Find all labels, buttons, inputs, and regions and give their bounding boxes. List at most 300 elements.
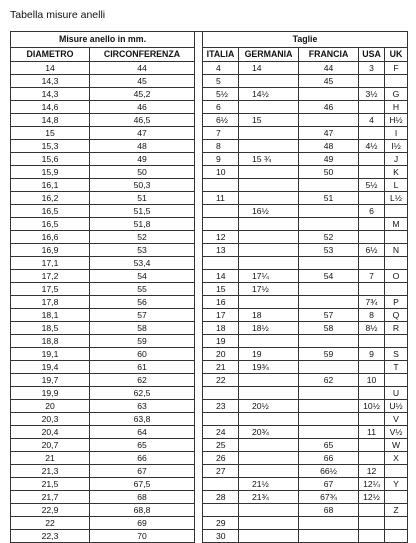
column-gap: [195, 231, 203, 244]
cell-circonferenza: 45,2: [90, 88, 195, 101]
table-row: [11, 517, 408, 530]
cell-germania: [239, 192, 299, 205]
cell-uk: P: [385, 296, 408, 309]
column-gap: [195, 296, 203, 309]
cell-uk: [385, 283, 408, 296]
cell-germania: [239, 75, 299, 88]
cell-uk: N: [385, 244, 408, 257]
cell-usa: 6½: [359, 244, 385, 257]
cell-uk: [385, 335, 408, 348]
cell-germania: [239, 244, 299, 257]
cell-usa: 11: [359, 426, 385, 439]
cell-uk: U: [385, 387, 408, 400]
table-row: [11, 348, 408, 361]
column-gap: [195, 62, 203, 75]
cell-italia: 27: [203, 465, 239, 478]
cell-circonferenza: 53,4: [90, 257, 195, 270]
cell-usa: 10½: [359, 400, 385, 413]
column-gap: [195, 114, 203, 127]
cell-italia: 18: [203, 322, 239, 335]
cell-germania: [239, 218, 299, 231]
cell-diametro: 16,6: [11, 231, 90, 244]
cell-uk: Y: [385, 478, 408, 491]
cell-italia: 10: [203, 166, 239, 179]
cell-uk: L: [385, 179, 408, 192]
cell-uk: F: [385, 62, 408, 75]
cell-uk: H½: [385, 114, 408, 127]
cell-italia: 4: [203, 62, 239, 75]
cell-circonferenza: 51: [90, 192, 195, 205]
cell-circonferenza: 62,5: [90, 387, 195, 400]
column-gap: [195, 400, 203, 413]
column-gap: [195, 101, 203, 114]
cell-diametro: 20,7: [11, 439, 90, 452]
column-gap: [195, 244, 203, 257]
cell-circonferenza: 63,8: [90, 413, 195, 426]
col-header-germania: GERMANIA: [239, 48, 299, 62]
cell-circonferenza: 60: [90, 348, 195, 361]
table-row: [11, 465, 408, 478]
cell-uk: [385, 530, 408, 543]
cell-francia: 46: [299, 101, 359, 114]
cell-usa: [359, 530, 385, 543]
cell-usa: [359, 127, 385, 140]
cell-usa: [359, 192, 385, 205]
cell-usa: 4: [359, 114, 385, 127]
cell-francia: 50: [299, 166, 359, 179]
cell-usa: [359, 413, 385, 426]
cell-italia: [203, 205, 239, 218]
cell-germania: [239, 296, 299, 309]
cell-diametro: 15: [11, 127, 90, 140]
cell-francia: 62: [299, 374, 359, 387]
cell-italia: 17: [203, 309, 239, 322]
cell-germania: [239, 439, 299, 452]
cell-germania: 16½: [239, 205, 299, 218]
size-table-body: [11, 62, 408, 543]
table-row: [11, 491, 408, 504]
cell-uk: Z: [385, 504, 408, 517]
cell-uk: V½: [385, 426, 408, 439]
cell-italia: 5: [203, 75, 239, 88]
column-gap: [195, 413, 203, 426]
column-gap: [195, 348, 203, 361]
cell-francia: [299, 335, 359, 348]
cell-germania: 20¾: [239, 426, 299, 439]
cell-francia: [299, 218, 359, 231]
cell-germania: [239, 140, 299, 153]
header-sizes: Taglie: [203, 32, 408, 48]
cell-germania: 20½: [239, 400, 299, 413]
cell-francia: [299, 400, 359, 413]
cell-germania: 14: [239, 62, 299, 75]
cell-germania: [239, 166, 299, 179]
column-gap: [195, 75, 203, 88]
table-row: [11, 478, 408, 491]
table-row: [11, 257, 408, 270]
cell-diametro: 15,9: [11, 166, 90, 179]
cell-francia: [299, 205, 359, 218]
cell-germania: [239, 504, 299, 517]
cell-germania: 19¾: [239, 361, 299, 374]
column-gap: [195, 465, 203, 478]
column-gap: [195, 504, 203, 517]
table-row: [11, 101, 408, 114]
cell-diametro: 16,1: [11, 179, 90, 192]
cell-usa: [359, 101, 385, 114]
cell-usa: [359, 231, 385, 244]
cell-uk: [385, 491, 408, 504]
cell-circonferenza: 56: [90, 296, 195, 309]
cell-diametro: 22,3: [11, 530, 90, 543]
cell-uk: M: [385, 218, 408, 231]
cell-francia: 45: [299, 75, 359, 88]
cell-diametro: 22: [11, 517, 90, 530]
cell-uk: [385, 231, 408, 244]
cell-circonferenza: 46: [90, 101, 195, 114]
table-row: [11, 179, 408, 192]
table-row: [11, 244, 408, 257]
cell-circonferenza: 69: [90, 517, 195, 530]
cell-italia: 26: [203, 452, 239, 465]
cell-francia: [299, 387, 359, 400]
cell-diametro: 14,8: [11, 114, 90, 127]
col-header-usa: USA: [359, 48, 385, 62]
cell-diametro: 14,6: [11, 101, 90, 114]
cell-germania: 15: [239, 114, 299, 127]
column-gap: [195, 270, 203, 283]
table-row: [11, 140, 408, 153]
table-row: [11, 218, 408, 231]
column-gap: [195, 335, 203, 348]
cell-germania: [239, 179, 299, 192]
table-row: [11, 75, 408, 88]
cell-uk: G: [385, 88, 408, 101]
cell-uk: [385, 374, 408, 387]
cell-uk: I½: [385, 140, 408, 153]
cell-italia: 15: [203, 283, 239, 296]
cell-circonferenza: 54: [90, 270, 195, 283]
cell-diametro: 17,8: [11, 296, 90, 309]
cell-uk: [385, 517, 408, 530]
column-gap: [195, 179, 203, 192]
cell-usa: [359, 283, 385, 296]
cell-usa: [359, 439, 385, 452]
col-header-uk: UK: [385, 48, 408, 62]
cell-usa: 7¾: [359, 296, 385, 309]
table-row: [11, 205, 408, 218]
cell-francia: 48: [299, 140, 359, 153]
column-gap: [195, 140, 203, 153]
cell-circonferenza: 52: [90, 231, 195, 244]
cell-italia: [203, 478, 239, 491]
cell-italia: 8: [203, 140, 239, 153]
cell-italia: [203, 179, 239, 192]
column-gap: [195, 218, 203, 231]
column-gap: [195, 127, 203, 140]
header-group-row: [11, 32, 408, 48]
page-title: Tabella misure anelli: [10, 9, 106, 21]
cell-usa: [359, 75, 385, 88]
cell-italia: 11: [203, 192, 239, 205]
cell-uk: V: [385, 413, 408, 426]
cell-francia: [299, 296, 359, 309]
cell-circonferenza: 68,8: [90, 504, 195, 517]
cell-diametro: 15,6: [11, 153, 90, 166]
cell-diametro: 14,3: [11, 88, 90, 101]
column-gap: [195, 88, 203, 101]
cell-diametro: 19,9: [11, 387, 90, 400]
cell-germania: 18: [239, 309, 299, 322]
cell-usa: 12¼: [359, 478, 385, 491]
table-row: [11, 88, 408, 101]
cell-germania: 17¼: [239, 270, 299, 283]
cell-diametro: 18,5: [11, 322, 90, 335]
table-row: [11, 153, 408, 166]
table-row: [11, 400, 408, 413]
table-row: [11, 530, 408, 543]
column-gap: [195, 530, 203, 543]
cell-francia: 49: [299, 153, 359, 166]
cell-circonferenza: 64: [90, 426, 195, 439]
cell-circonferenza: 61: [90, 361, 195, 374]
cell-diametro: 19,1: [11, 348, 90, 361]
cell-usa: [359, 257, 385, 270]
cell-usa: [359, 387, 385, 400]
column-gap: [195, 361, 203, 374]
column-gap: [195, 374, 203, 387]
cell-francia: [299, 530, 359, 543]
column-gap: [195, 452, 203, 465]
cell-circonferenza: 46,5: [90, 114, 195, 127]
cell-circonferenza: 51,8: [90, 218, 195, 231]
cell-germania: [239, 465, 299, 478]
column-gap: [195, 153, 203, 166]
cell-italia: 14: [203, 270, 239, 283]
column-gap: [195, 426, 203, 439]
cell-diametro: 17,5: [11, 283, 90, 296]
cell-francia: 66½: [299, 465, 359, 478]
table-row: [11, 335, 408, 348]
cell-francia: 59: [299, 348, 359, 361]
cell-uk: L½: [385, 192, 408, 205]
column-gap: [195, 387, 203, 400]
cell-francia: 65: [299, 439, 359, 452]
cell-italia: 5½: [203, 88, 239, 101]
cell-francia: [299, 283, 359, 296]
table-row: [11, 166, 408, 179]
column-gap: [195, 283, 203, 296]
cell-usa: [359, 361, 385, 374]
cell-germania: [239, 517, 299, 530]
column-gap: [195, 48, 203, 62]
cell-italia: [203, 504, 239, 517]
cell-italia: 30: [203, 530, 239, 543]
table-row: [11, 283, 408, 296]
cell-francia: 47: [299, 127, 359, 140]
cell-germania: 15 ¾: [239, 153, 299, 166]
cell-usa: 12½: [359, 491, 385, 504]
cell-francia: 57: [299, 309, 359, 322]
col-header-diametro: DIAMETRO: [11, 48, 90, 62]
cell-usa: 6: [359, 205, 385, 218]
cell-uk: Q: [385, 309, 408, 322]
cell-uk: [385, 465, 408, 478]
table-row: [11, 127, 408, 140]
cell-francia: 67: [299, 478, 359, 491]
cell-francia: [299, 257, 359, 270]
table-row: [11, 452, 408, 465]
cell-usa: 12: [359, 465, 385, 478]
column-gap: [195, 478, 203, 491]
cell-diametro: 20,3: [11, 413, 90, 426]
cell-francia: [299, 179, 359, 192]
ring-size-table: [10, 31, 408, 543]
cell-diametro: 14,3: [11, 75, 90, 88]
cell-diametro: 18,1: [11, 309, 90, 322]
cell-francia: [299, 114, 359, 127]
cell-diametro: 20: [11, 400, 90, 413]
cell-circonferenza: 44: [90, 62, 195, 75]
cell-germania: 21½: [239, 478, 299, 491]
cell-italia: 22: [203, 374, 239, 387]
cell-circonferenza: 45: [90, 75, 195, 88]
column-gap: [195, 309, 203, 322]
cell-diametro: 17,1: [11, 257, 90, 270]
table-row: [11, 439, 408, 452]
cell-diametro: 21,3: [11, 465, 90, 478]
cell-francia: [299, 361, 359, 374]
cell-usa: 3: [359, 62, 385, 75]
cell-italia: 28: [203, 491, 239, 504]
cell-germania: [239, 127, 299, 140]
cell-usa: [359, 335, 385, 348]
cell-italia: 9: [203, 153, 239, 166]
table-row: [11, 309, 408, 322]
cell-diametro: 14: [11, 62, 90, 75]
cell-germania: [239, 387, 299, 400]
column-gap: [195, 517, 203, 530]
cell-germania: 17½: [239, 283, 299, 296]
cell-diametro: 20,4: [11, 426, 90, 439]
cell-italia: 6½: [203, 114, 239, 127]
cell-diametro: 16,5: [11, 218, 90, 231]
cell-diametro: 15,3: [11, 140, 90, 153]
cell-germania: [239, 530, 299, 543]
cell-diametro: 19,4: [11, 361, 90, 374]
cell-diametro: 18,8: [11, 335, 90, 348]
cell-italia: 7: [203, 127, 239, 140]
column-gap: [195, 257, 203, 270]
cell-germania: [239, 452, 299, 465]
cell-circonferenza: 67: [90, 465, 195, 478]
column-gap: [195, 192, 203, 205]
col-header-francia: FRANCIA: [299, 48, 359, 62]
cell-diametro: 16,9: [11, 244, 90, 257]
cell-germania: 19: [239, 348, 299, 361]
cell-italia: 29: [203, 517, 239, 530]
cell-uk: U½: [385, 400, 408, 413]
cell-uk: H: [385, 101, 408, 114]
column-gap: [195, 32, 203, 48]
table-row: [11, 413, 408, 426]
cell-germania: [239, 101, 299, 114]
column-gap: [195, 491, 203, 504]
column-gap: [195, 322, 203, 335]
cell-francia: [299, 88, 359, 101]
cell-uk: J: [385, 153, 408, 166]
cell-italia: [203, 257, 239, 270]
cell-germania: 21¾: [239, 491, 299, 504]
cell-circonferenza: 66: [90, 452, 195, 465]
cell-italia: 24: [203, 426, 239, 439]
cell-diametro: 22,9: [11, 504, 90, 517]
cell-diametro: 16,2: [11, 192, 90, 205]
cell-diametro: 17,2: [11, 270, 90, 283]
table-row: [11, 192, 408, 205]
cell-francia: 54: [299, 270, 359, 283]
table-row: [11, 361, 408, 374]
cell-germania: [239, 257, 299, 270]
cell-circonferenza: 53: [90, 244, 195, 257]
cell-circonferenza: 50: [90, 166, 195, 179]
cell-diametro: 21,7: [11, 491, 90, 504]
cell-francia: 58: [299, 322, 359, 335]
cell-francia: 68: [299, 504, 359, 517]
cell-italia: 6: [203, 101, 239, 114]
cell-francia: 51: [299, 192, 359, 205]
cell-francia: [299, 413, 359, 426]
cell-usa: 9: [359, 348, 385, 361]
table-row: [11, 374, 408, 387]
cell-francia: [299, 517, 359, 530]
cell-usa: 5½: [359, 179, 385, 192]
cell-uk: R: [385, 322, 408, 335]
cell-italia: 21: [203, 361, 239, 374]
table-row: [11, 114, 408, 127]
cell-francia: 52: [299, 231, 359, 244]
cell-francia: 44: [299, 62, 359, 75]
cell-francia: 66: [299, 452, 359, 465]
column-gap: [195, 439, 203, 452]
cell-francia: 53: [299, 244, 359, 257]
cell-italia: 16: [203, 296, 239, 309]
table-row: [11, 231, 408, 244]
cell-circonferenza: 51,5: [90, 205, 195, 218]
table-row: [11, 296, 408, 309]
cell-uk: S: [385, 348, 408, 361]
cell-circonferenza: 47: [90, 127, 195, 140]
col-header-circonferenza: CIRCONFERENZA: [90, 48, 195, 62]
table-row: [11, 62, 408, 75]
cell-usa: [359, 153, 385, 166]
cell-usa: 3½: [359, 88, 385, 101]
cell-uk: [385, 257, 408, 270]
cell-circonferenza: 48: [90, 140, 195, 153]
table-row: [11, 270, 408, 283]
cell-francia: 67¾: [299, 491, 359, 504]
cell-italia: 20: [203, 348, 239, 361]
cell-uk: [385, 75, 408, 88]
cell-italia: [203, 218, 239, 231]
table-row: [11, 426, 408, 439]
cell-usa: 8½: [359, 322, 385, 335]
cell-circonferenza: 55: [90, 283, 195, 296]
col-header-italia: ITALIA: [203, 48, 239, 62]
cell-uk: W: [385, 439, 408, 452]
cell-italia: 13: [203, 244, 239, 257]
cell-italia: 19: [203, 335, 239, 348]
